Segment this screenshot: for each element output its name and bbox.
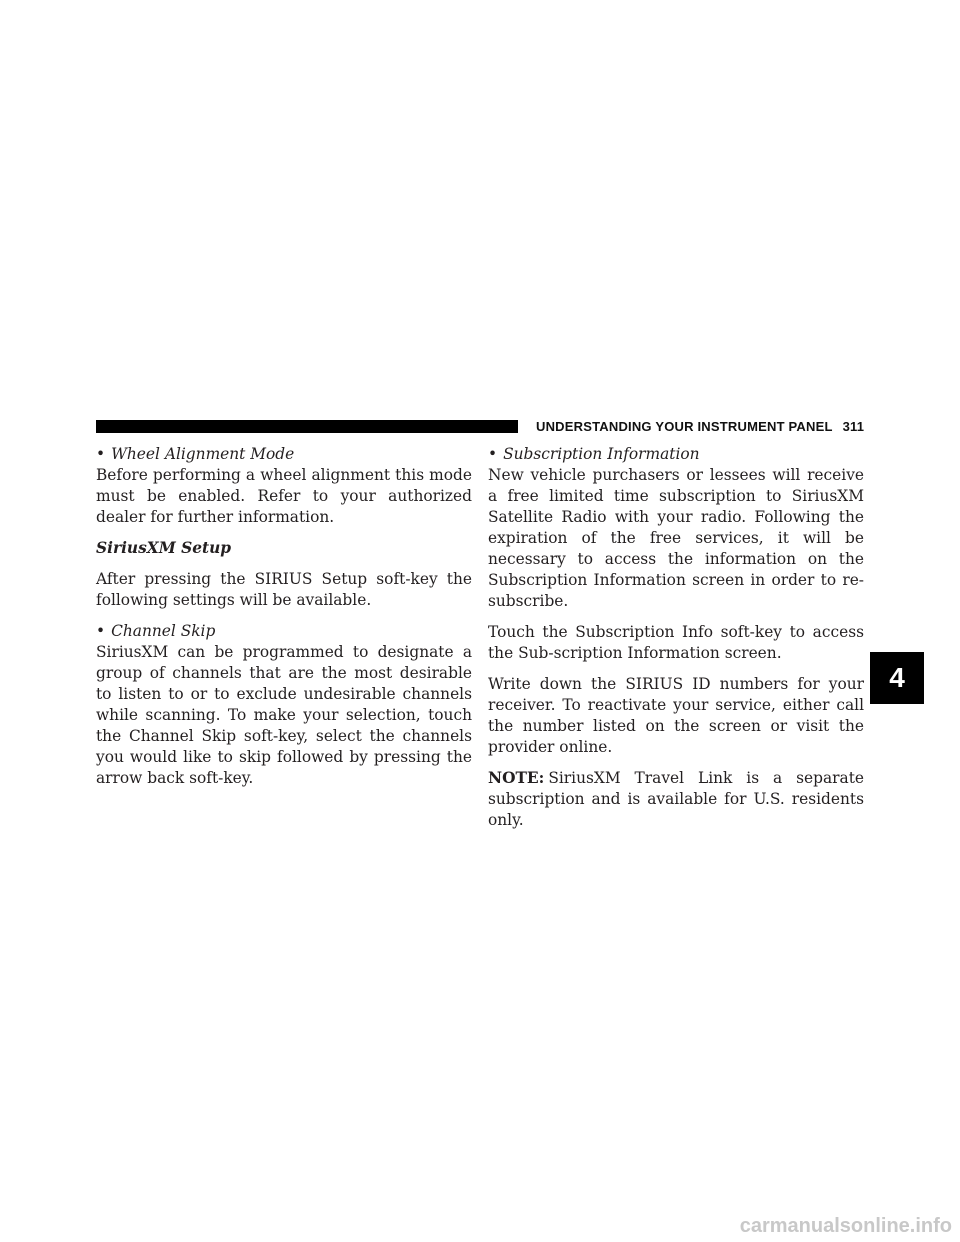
watermark: carmanualsonline.info [739,1215,952,1237]
left-column [96,444,472,799]
chapter-tab: 4 [870,652,924,704]
bullet-subscription-information: • Subscription Information [488,445,700,463]
bullet-icon: • [96,445,106,463]
note-text: SiriusXM Travel Link is a separate subscription and is available for U.S. residents only. [488,769,864,829]
paragraph-subscription-info-softkey: Touch the Subscription Info soft-key to access the Sub-scription Information screen. [488,623,864,662]
paragraph-subscription: New vehicle purchasers or lessees will receive a free limited time subscription to SiriusXM Satellite Radio with your radio. Following the expiration of the free services, it will be necessary to access the information on the Subscription Information screen in order to re-subscribe. [488,466,864,610]
right-column [488,444,864,841]
note-label: NOTE: [488,769,545,787]
paragraph-sirius-setup: After pressing the SIRIUS Setup soft-key the following settings will be available. [96,570,472,609]
page-number: 311 [842,419,865,434]
header-rule [96,420,518,433]
running-header [536,419,864,434]
bullet-icon: • [488,445,498,463]
paragraph-channel-skip: SiriusXM can be programmed to designate a group of channels that are the most desirable to listen to or to exclude undesirable channels while scanning. To make your selection, touch the Channel Skip soft-key, select the channels you would like to skip followed by pressing the arrow back soft-key. [96,643,472,787]
paragraph-wheel-alignment: Before performing a wheel alignment this mode must be enabled. Refer to your authorized dealer for further information. [96,466,472,526]
bullet-icon: • [96,622,106,640]
bullet-wheel-alignment-mode: • Wheel Alignment Mode [96,445,295,463]
bullet-channel-skip: • Channel Skip [96,622,216,640]
subheading-siriusxm-setup: SiriusXM Setup [96,539,232,557]
note-paragraph [488,768,864,831]
paragraph-sirius-id: Write down the SIRIUS ID numbers for your receiver. To reactivate your service, either call the number listed on the screen or visit the provider online. [488,675,864,756]
header-title: UNDERSTANDING YOUR INSTRUMENT PANEL [536,419,833,434]
